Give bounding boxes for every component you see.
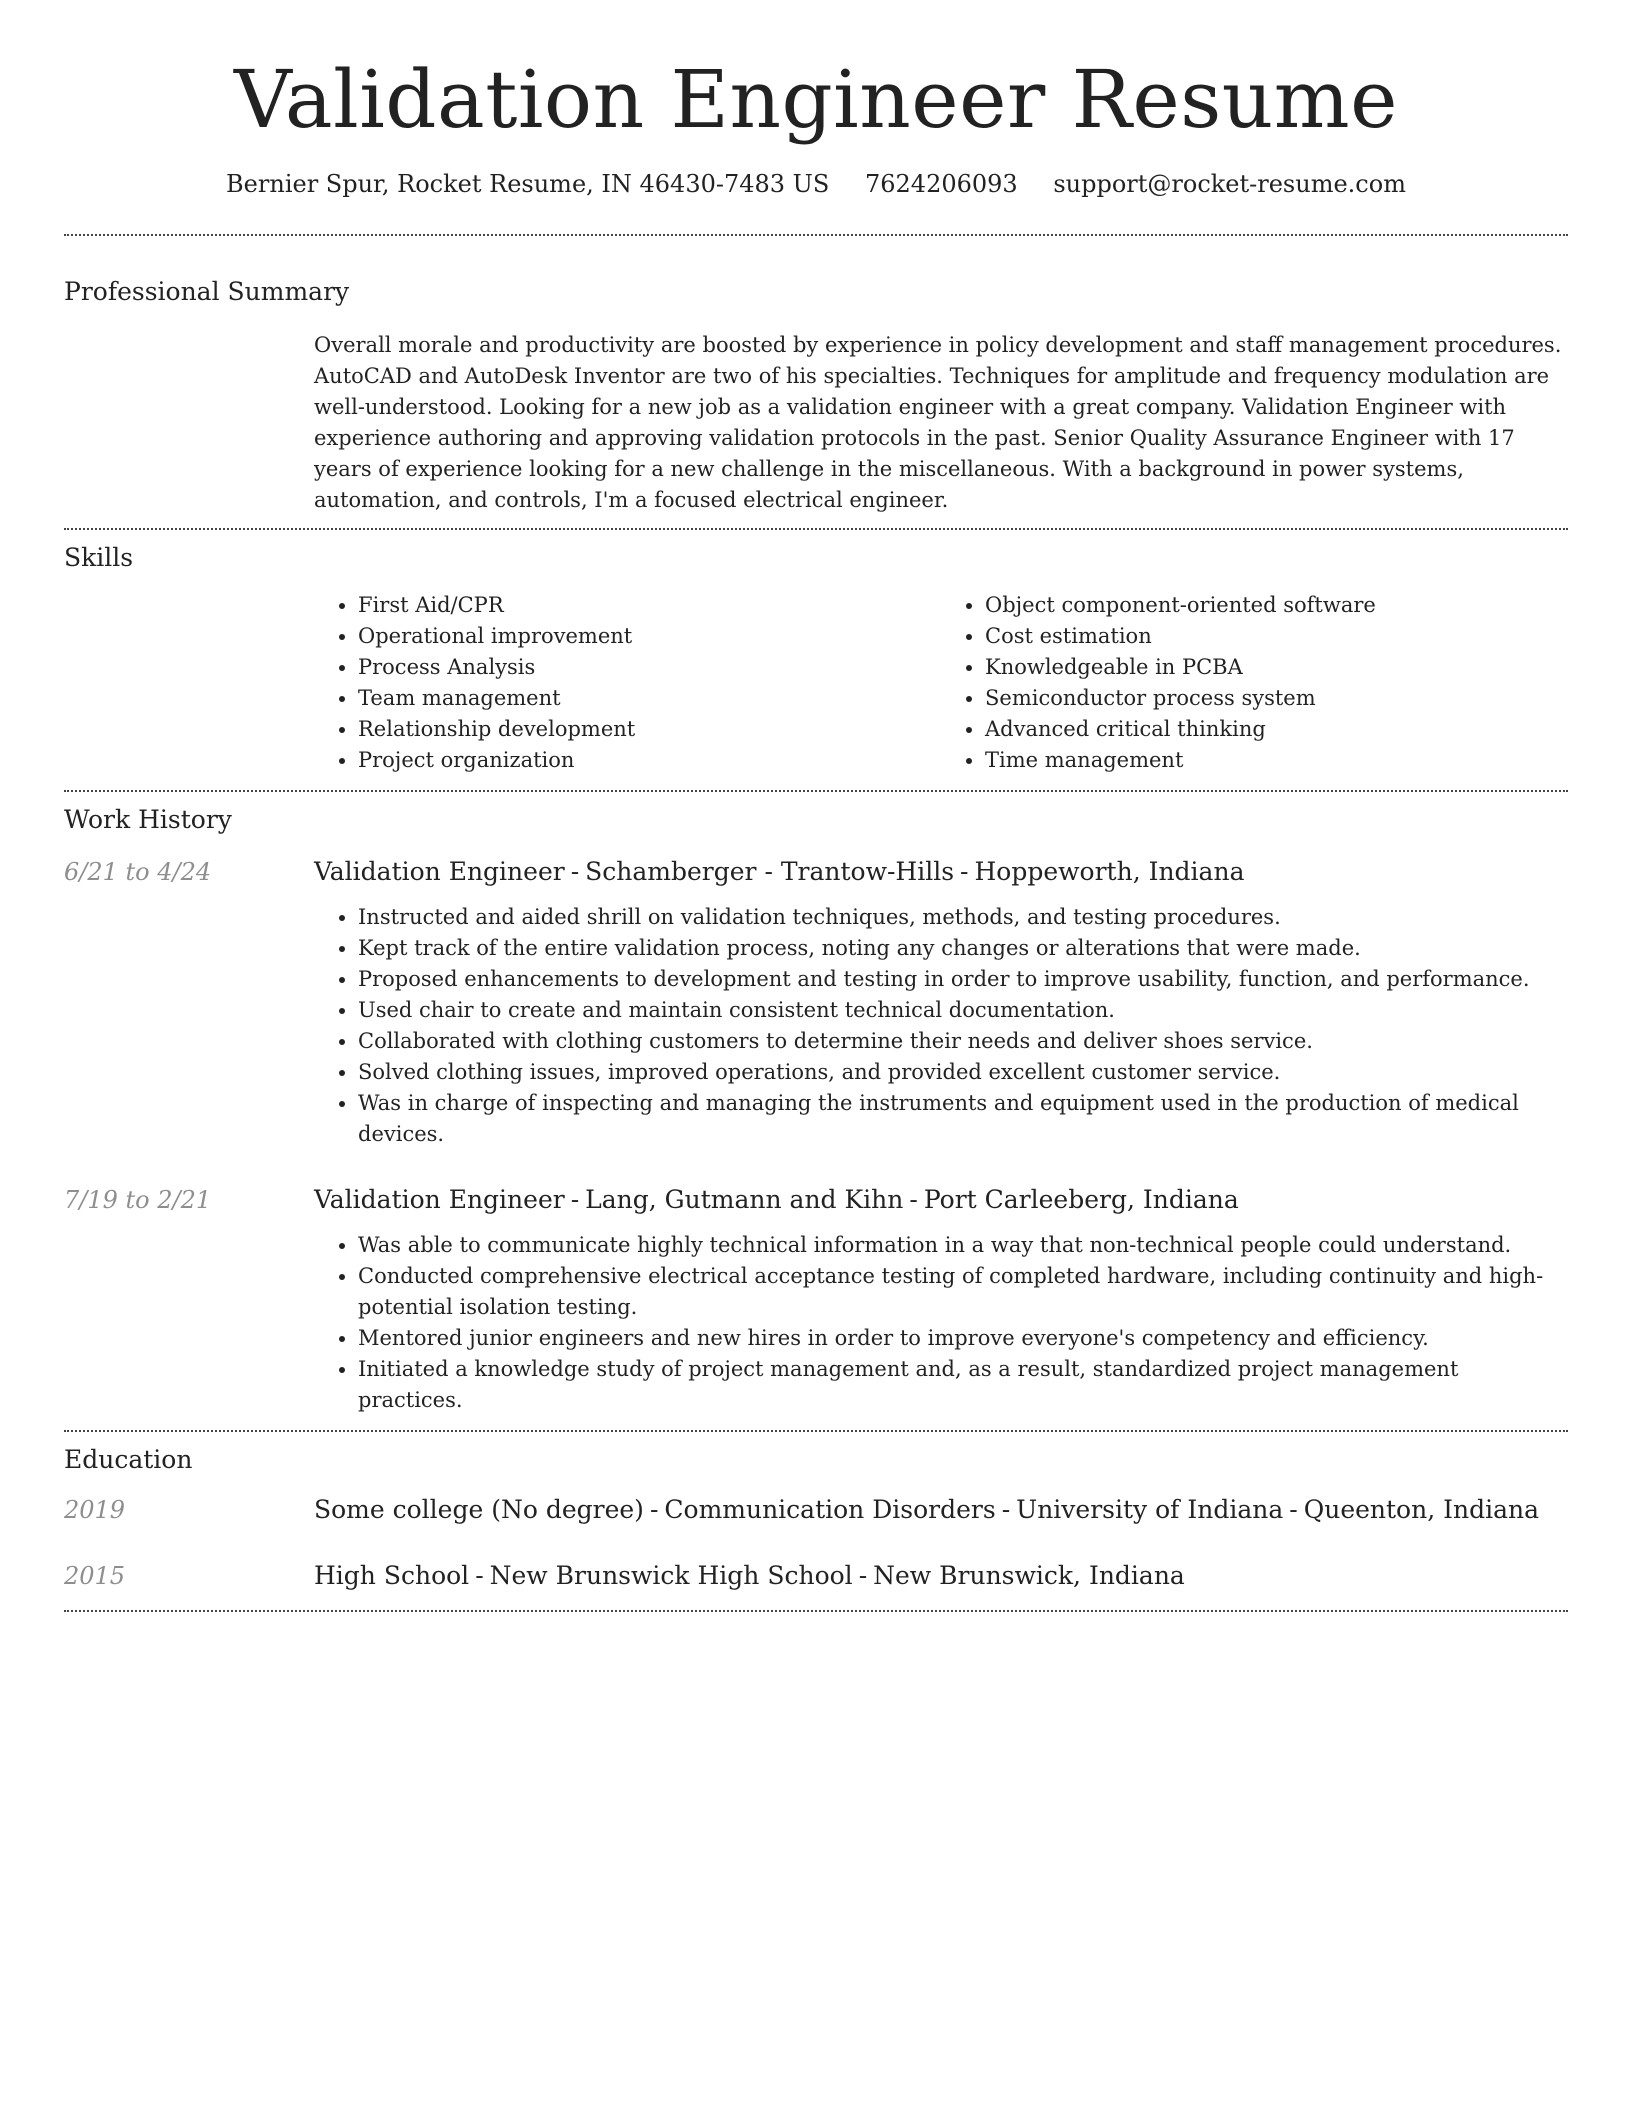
- education-year: 2015: [64, 1562, 126, 1590]
- job-bullet: • Proposed enhancements to development and testing in order to improve usability, function, and performance.: [358, 964, 1568, 995]
- skill-item: • Team management: [358, 683, 941, 714]
- section-title-skills: Skills: [64, 543, 134, 572]
- section-title-summary: Professional Summary: [64, 277, 350, 306]
- education-entry: [64, 1494, 1568, 1526]
- skill-item: • Operational improvement: [358, 621, 941, 652]
- job-bullet: • Solved clothing issues, improved operations, and provided excellent customer service.: [358, 1057, 1568, 1088]
- education-degree: High School: [314, 1561, 470, 1590]
- job-bullet: • Conducted comprehensive electrical acceptance testing of completed hardware, including continuity and high-potential isolation testing.: [358, 1261, 1568, 1323]
- skill-item: • Cost estimation: [985, 621, 1568, 652]
- job-bullet: • Mentored junior engineers and new hires in order to improve everyone's competency and efficiency.: [358, 1323, 1568, 1354]
- job-bullet: • Used chair to create and maintain consistent technical documentation.: [358, 995, 1568, 1026]
- job-role: Validation Engineer: [314, 1185, 565, 1214]
- skills-section: [64, 530, 1568, 790]
- job-heading: Validation Engineer - Schamberger - Trantow-Hills - Hoppeworth, Indiana: [314, 857, 1245, 886]
- summary-text: Overall morale and productivity are boosted by experience in policy development and staff management procedures. AutoCAD and AutoDesk Inventor are two of his specialties. Techniques for amplitude and frequency modulation are well-understood. Looking for a new job as a validation engineer with a great company. Validation Engineer with experience authoring and approving validation protocols in the past. Senior Quality Assurance Engineer with 17 years of experience looking for a new challenge in the miscellaneous. With a background in power systems, automation, and controls, I'm a focused electrical engineer.: [314, 333, 1562, 512]
- job-bullet: • Instructed and aided shrill on validation techniques, methods, and testing procedures.: [358, 902, 1568, 933]
- education-location: New Brunswick, Indiana: [873, 1561, 1185, 1590]
- skill-item: • Advanced critical thinking: [985, 714, 1568, 745]
- job-bullets: [314, 1230, 1568, 1416]
- skill-item: • Semiconductor process system: [985, 683, 1568, 714]
- education-degree: Some college (No degree): [314, 1495, 644, 1524]
- job-dates: 6/21 to 4/24: [64, 858, 212, 886]
- education-field: Communication Disorders: [664, 1495, 996, 1524]
- work-section: [64, 792, 1568, 1430]
- skill-item: • Time management: [985, 745, 1568, 776]
- education-location: Queenton, Indiana: [1303, 1495, 1539, 1524]
- skill-item: • First Aid/CPR: [358, 590, 941, 621]
- education-entry: [64, 1560, 1568, 1592]
- contact-line: [64, 168, 1568, 200]
- divider: [64, 1610, 1568, 1612]
- summary-section: [64, 236, 1568, 528]
- job-bullet: • Was able to communicate highly technical information in a way that non-technical people could understand.: [358, 1230, 1568, 1261]
- job-location: Port Carleeberg, Indiana: [923, 1185, 1239, 1214]
- skill-item: • Knowledgeable in PCBA: [985, 652, 1568, 683]
- job-bullet: • Initiated a knowledge study of project management and, as a result, standardized project management practices.: [358, 1354, 1568, 1416]
- section-title-work: Work History: [64, 805, 232, 834]
- job-dates: 7/19 to 2/21: [64, 1186, 212, 1214]
- job-heading: Validation Engineer - Lang, Gutmann and Kihn - Port Carleeberg, Indiana: [314, 1185, 1239, 1214]
- job-company: Lang, Gutmann and Kihn: [585, 1185, 904, 1214]
- contact-address: Bernier Spur, Rocket Resume, IN 46430-7483 US: [226, 170, 830, 198]
- resume-title: Validation Engineer Resume: [233, 53, 1398, 146]
- resume-page: [64, 0, 1568, 1612]
- skill-item: • Process Analysis: [358, 652, 941, 683]
- education-details: High School - New Brunswick High School - New Brunswick, Indiana: [314, 1561, 1185, 1590]
- education-details: Some college (No degree) - Communication Disorders - University of Indiana - Queenton, Indiana: [314, 1495, 1539, 1524]
- job-role: Validation Engineer: [314, 857, 565, 886]
- skill-item: • Project organization: [358, 745, 941, 776]
- job-bullet: • Collaborated with clothing customers to determine their needs and deliver shoes service.: [358, 1026, 1568, 1057]
- job-details: [314, 1184, 1568, 1416]
- job-entry: [64, 1184, 1568, 1416]
- skills-list-right: [941, 590, 1568, 776]
- education-section: [64, 1432, 1568, 1610]
- skill-item: • Relationship development: [358, 714, 941, 745]
- job-bullets: [314, 902, 1568, 1150]
- job-details: [314, 856, 1568, 1150]
- skills-list-left: [314, 590, 941, 776]
- skill-item: • Object component-oriented software: [985, 590, 1568, 621]
- education-year: 2019: [64, 1496, 126, 1524]
- job-location: Hoppeworth, Indiana: [974, 857, 1245, 886]
- job-company: Schamberger - Trantow-Hills: [585, 857, 955, 886]
- section-title-education: Education: [64, 1445, 193, 1474]
- resume-header: [64, 0, 1568, 200]
- job-bullet: • Was in charge of inspecting and managing the instruments and equipment used in the production of medical devices.: [358, 1088, 1568, 1150]
- skills-columns: [314, 590, 1568, 790]
- contact-phone: 7624206093: [864, 170, 1018, 198]
- education-school: University of Indiana: [1016, 1495, 1284, 1524]
- job-bullet: • Kept track of the entire validation process, noting any changes or alterations that were made.: [358, 933, 1568, 964]
- contact-email: support@rocket-resume.com: [1053, 170, 1406, 198]
- job-entry: [64, 856, 1568, 1150]
- education-school: New Brunswick High School: [489, 1561, 853, 1590]
